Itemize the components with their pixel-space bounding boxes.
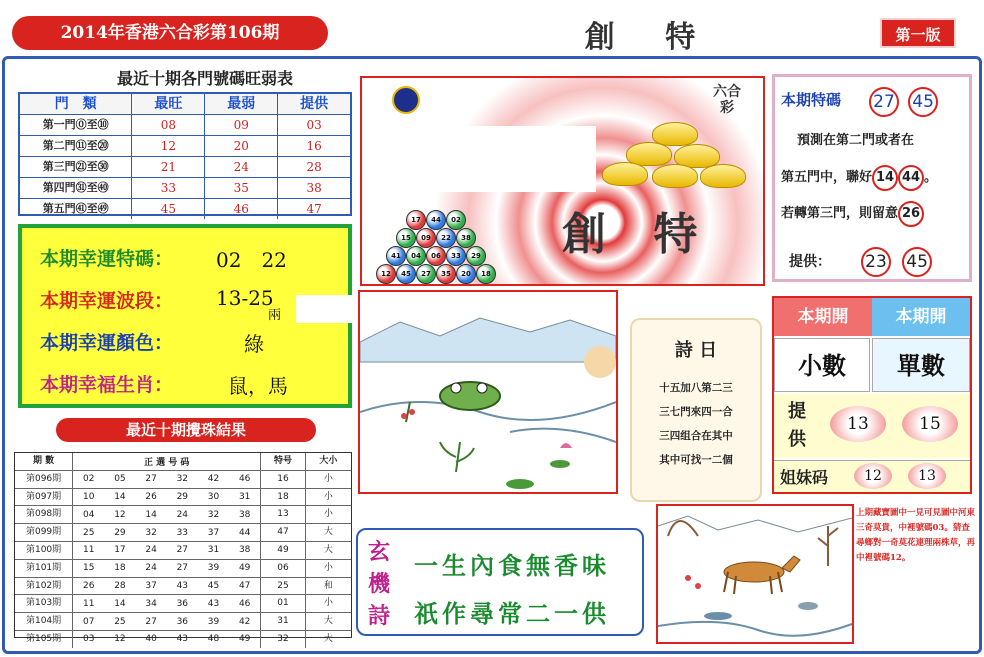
lucky-zodiac-label: 本期幸福生肖： — [40, 374, 174, 396]
prediction-text: 若轉第三門，則留意 — [781, 206, 899, 221]
cold-value: 46 — [205, 199, 278, 219]
poem-scroll — [630, 318, 762, 502]
header-cell: 最旺 — [132, 94, 205, 114]
numbers-cell — [73, 524, 260, 541]
center-title: 創 特 — [562, 209, 714, 260]
draw-number: 14 — [114, 491, 126, 502]
table-row — [15, 578, 351, 596]
page-title: 創 特 — [584, 20, 716, 55]
draw-number: 30 — [207, 491, 220, 502]
table-row — [15, 524, 351, 542]
offer-numbers — [861, 247, 932, 277]
draw-number: 07 — [83, 616, 95, 627]
draw-number: 04 — [83, 509, 95, 520]
horse-scene — [658, 506, 852, 642]
special-numbers — [869, 87, 938, 117]
table-row — [15, 542, 351, 560]
recent-results-table — [14, 452, 352, 645]
draw-number: 27 — [145, 616, 157, 627]
xuanji-line: 一生內食無香味 — [414, 551, 610, 580]
prediction-text: 。 — [924, 170, 938, 185]
cold-value: 24 — [205, 157, 278, 177]
period-cell: 第104期 — [15, 613, 73, 630]
offer-label: 提供 — [788, 401, 806, 450]
offer-value: 28 — [306, 160, 322, 174]
draw-number: 26 — [83, 580, 95, 591]
draw-number: 37 — [207, 527, 220, 538]
big-small-cell: 大 — [305, 524, 351, 541]
small-number-value: 小數 — [774, 338, 870, 392]
lucky-color-value: 綠 — [244, 332, 264, 356]
cold-value: 09 — [205, 115, 278, 135]
lucky-zodiac-value: 鼠，馬 — [228, 374, 288, 398]
lottery-ball-icon: 45 — [396, 264, 416, 284]
gate-table-title: 最近十期各門號碼旺弱表 — [116, 69, 293, 88]
hot-value: 45 — [132, 199, 205, 219]
header-cell: 最弱 — [205, 94, 278, 114]
draw-number: 14 — [145, 509, 157, 520]
draw-number: 31 — [207, 545, 220, 556]
draw-number: 43 — [207, 598, 220, 609]
lucky-special-label: 本期幸運特碼： — [40, 248, 174, 270]
special-label: 本期特碼 — [781, 91, 842, 109]
draw-number: 43 — [176, 580, 189, 591]
draw-number: 44 — [238, 527, 251, 538]
header-cell: 提供 — [278, 94, 350, 114]
draw-number: 05 — [114, 474, 126, 485]
poem-title: 詩 日 — [674, 340, 718, 361]
prediction-number: 14 — [872, 165, 898, 191]
period-cell: 第098期 — [15, 506, 73, 523]
special-number-cell: 25 — [260, 578, 304, 595]
draw-number: 29 — [114, 527, 126, 538]
period-cell: 第101期 — [15, 560, 73, 577]
lottery-ball-icon: 33 — [446, 246, 466, 266]
draw-number: 28 — [114, 580, 126, 591]
offer-value: 16 — [306, 139, 322, 153]
center-illustration — [360, 76, 765, 286]
offer-value: 38 — [306, 181, 322, 195]
special-number-cell: 32 — [260, 631, 304, 648]
special-number-cell: 13 — [260, 506, 304, 523]
table-row — [20, 157, 350, 178]
draw-number: 43 — [176, 634, 189, 645]
gate-table-header — [20, 94, 350, 115]
special-number-cell: 31 — [260, 613, 304, 630]
prediction-number: 26 — [898, 201, 924, 227]
special-number-cell: 06 — [260, 560, 304, 577]
lottery-ball-icon: 44 — [426, 210, 446, 230]
special-number: 27 — [869, 87, 899, 117]
gate-table — [18, 92, 352, 216]
cold-value: 20 — [205, 136, 278, 156]
xuanji-line: 祇作尋常二一供 — [414, 599, 610, 628]
cold-value: 35 — [205, 178, 278, 198]
lucky-wave-label: 本期幸運波段： — [40, 290, 174, 312]
draw-number: 31 — [238, 491, 251, 502]
lucky-color-label: 本期幸運顏色： — [40, 332, 174, 354]
header-cell: 門 類 — [20, 94, 132, 114]
draw-number: 46 — [238, 474, 251, 485]
big-small-cell: 小 — [305, 489, 351, 506]
table-row — [15, 471, 351, 489]
table-row — [20, 199, 350, 219]
draw-number: 34 — [145, 598, 157, 609]
lottery-logo-icon — [392, 86, 420, 114]
table-row — [15, 489, 351, 507]
numbers-cell — [73, 542, 260, 559]
lottery-ball-icon: 22 — [436, 228, 456, 248]
draw-number: 24 — [176, 509, 189, 520]
poem-line: 十五加八第二三 — [659, 382, 733, 394]
special-number-cell: 16 — [260, 471, 304, 488]
hot-value: 33 — [132, 178, 205, 198]
draw-number: 33 — [176, 527, 189, 538]
lottery-ball-icon: 18 — [476, 264, 496, 284]
gate-label: 第四門㉛至㊵ — [20, 178, 132, 198]
gate-label: 第三門㉑至㉚ — [20, 157, 132, 177]
draw-number: 39 — [207, 563, 220, 574]
draw-number: 39 — [207, 616, 220, 627]
draw-number: 38 — [238, 509, 251, 520]
draw-number: 02 — [83, 474, 95, 485]
header-cell: 特号 — [260, 453, 304, 470]
period-cell: 第103期 — [15, 595, 73, 612]
table-row — [15, 560, 351, 578]
draw-number: 24 — [145, 563, 157, 574]
offer-number: 45 — [902, 247, 932, 277]
lottery-ball-icon: 02 — [446, 210, 466, 230]
sister-row — [774, 460, 970, 492]
table-row — [20, 178, 350, 199]
big-small-cell: 大 — [305, 631, 351, 648]
special-number-cell: 01 — [260, 595, 304, 612]
draw-number: 27 — [176, 563, 189, 574]
lucky-wave-extra: 兩 — [268, 308, 282, 323]
open-header: 本期開 — [774, 298, 872, 336]
prediction-line — [781, 201, 924, 227]
lottery-ball-icon: 29 — [466, 246, 486, 266]
lottery-ball-icon: 35 — [436, 264, 456, 284]
lottery-ball-icon: 09 — [416, 228, 436, 248]
table-row — [15, 631, 351, 648]
draw-number: 24 — [145, 545, 157, 556]
poem-line: 其中可找一二個 — [659, 454, 733, 466]
lottery-ball-icon: 20 — [456, 264, 476, 284]
special-number-cell: 18 — [260, 489, 304, 506]
table-row — [15, 595, 351, 613]
issue-title-badge: 2014年香港六合彩第106期 — [12, 16, 328, 50]
draw-number: 48 — [207, 634, 220, 645]
table-row — [20, 136, 350, 157]
poem-line: 三四组合在其中 — [659, 430, 733, 442]
draw-number: 12 — [114, 634, 126, 645]
draw-number: 11 — [83, 598, 95, 609]
numbers-cell — [73, 471, 260, 488]
lucky-special-value: 02 22 — [216, 248, 287, 272]
prediction-line — [781, 165, 937, 191]
draw-number: 17 — [114, 545, 126, 556]
big-small-cell: 小 — [305, 506, 351, 523]
offer-number: 13 — [830, 406, 886, 442]
hint-note: 上期藏寶圖中一見可見圖中河東三奇莫貴，中裡號碼03。猜查尋鄉對一奇莫花連理兩株草，再中裡號碼12。 — [856, 508, 976, 563]
special-prediction-box — [772, 74, 972, 282]
edition-badge: 第一版 — [880, 18, 956, 48]
draw-number: 27 — [176, 545, 189, 556]
numbers-cell — [73, 578, 260, 595]
period-cell: 第105期 — [15, 631, 73, 648]
gold-ingot-icon — [700, 164, 746, 188]
draw-number: 12 — [114, 509, 126, 520]
draw-number: 47 — [238, 580, 251, 591]
gold-ingot-icon — [652, 164, 698, 188]
draw-number: 45 — [207, 580, 220, 591]
lottery-ball-icon: 27 — [416, 264, 436, 284]
sister-label: 姐妹码 — [780, 468, 829, 487]
draw-number: 15 — [83, 563, 95, 574]
numbers-cell — [73, 506, 260, 523]
draw-number: 49 — [238, 634, 251, 645]
lottery-ball-icon: 17 — [406, 210, 426, 230]
draw-number: 27 — [145, 474, 157, 485]
frog-scene — [360, 292, 616, 492]
draw-number: 32 — [176, 474, 189, 485]
header-cell: 大小 — [305, 453, 351, 470]
big-small-cell: 小 — [305, 595, 351, 612]
sister-number: 13 — [908, 463, 946, 489]
numbers-cell — [73, 613, 260, 630]
offer-row — [774, 394, 970, 458]
draw-number: 46 — [238, 598, 251, 609]
draw-number: 03 — [83, 634, 95, 645]
recent-results-body — [15, 471, 351, 648]
recent-results-title: 最近十期攪珠結果 — [56, 418, 316, 442]
period-cell: 第099期 — [15, 524, 73, 541]
sister-number: 12 — [854, 463, 892, 489]
poem-line: 三七門來四一合 — [659, 406, 733, 418]
lottery-ball-icon: 04 — [406, 246, 426, 266]
draw-number: 25 — [114, 616, 126, 627]
draw-number: 37 — [145, 580, 157, 591]
draw-number: 36 — [176, 598, 189, 609]
draw-number: 18 — [114, 563, 126, 574]
horse-illustration — [656, 504, 854, 644]
draw-number: 40 — [145, 634, 157, 645]
special-number-cell: 47 — [260, 524, 304, 541]
draw-number: 32 — [145, 527, 157, 538]
offer-label: 提供： — [789, 254, 831, 270]
period-cell: 第100期 — [15, 542, 73, 559]
odd-number-value: 單數 — [872, 338, 970, 392]
hot-value: 12 — [132, 136, 205, 156]
frog-illustration — [358, 290, 618, 494]
lottery-ball-icon: 12 — [376, 264, 396, 284]
prediction-number: 44 — [898, 165, 924, 191]
header-cell: 正 選 号 码 — [144, 457, 190, 468]
hot-value: 08 — [132, 115, 205, 135]
draw-number: 14 — [114, 598, 126, 609]
gate-label: 第一門⓪至⑩ — [20, 115, 132, 135]
lottery-ball-icon: 38 — [456, 228, 476, 248]
lottery-ball-icon: 06 — [426, 246, 446, 266]
poem-lines — [632, 376, 760, 472]
draw-number: 42 — [238, 616, 251, 627]
period-cell: 第102期 — [15, 578, 73, 595]
numbers-cell — [73, 560, 260, 577]
gate-label: 第二門⑪至⑳ — [20, 136, 132, 156]
offer-number: 23 — [861, 247, 891, 277]
liuhe-label: 六合彩 — [713, 84, 741, 116]
big-small-cell: 大 — [305, 542, 351, 559]
gold-ingot-icon — [602, 162, 648, 186]
draw-number: 36 — [176, 616, 189, 627]
draw-number: 49 — [238, 563, 251, 574]
big-small-cell: 大 — [305, 613, 351, 630]
special-number-cell: 49 — [260, 542, 304, 559]
draw-number: 25 — [83, 527, 95, 538]
offer-value: 47 — [306, 202, 322, 216]
draw-number: 26 — [145, 491, 157, 502]
draw-number: 11 — [83, 545, 95, 556]
table-row — [15, 613, 351, 631]
odd-even-box — [772, 296, 972, 494]
big-small-cell: 小 — [305, 471, 351, 488]
numbers-cell — [73, 631, 260, 648]
header-cell: 期 數 — [15, 453, 73, 470]
big-small-cell: 和 — [305, 578, 351, 595]
table-header-row — [15, 453, 351, 471]
draw-number: 32 — [207, 509, 220, 520]
xuanji-poem-box — [356, 528, 644, 636]
xuanji-label: 玄機詩 — [368, 539, 391, 629]
blank-patch — [400, 126, 596, 192]
draw-number: 29 — [176, 491, 189, 502]
prediction-text: 第五門中，聯好 — [781, 170, 873, 185]
gate-label: 第五門㊶至㊾ — [20, 199, 132, 219]
hot-value: 21 — [132, 157, 205, 177]
numbers-cell — [73, 489, 260, 506]
lucky-wave-value: 13-25 — [216, 286, 274, 310]
special-number: 45 — [908, 87, 938, 117]
offer-number: 15 — [902, 406, 958, 442]
period-cell: 第096期 — [15, 471, 73, 488]
big-small-cell: 小 — [305, 560, 351, 577]
offer-value: 03 — [306, 118, 322, 132]
table-row — [20, 115, 350, 136]
blank-patch — [296, 295, 358, 323]
draw-number: 42 — [207, 474, 220, 485]
lottery-ball-icon: 15 — [396, 228, 416, 248]
prediction-line: 預測在第二門或者在 — [797, 133, 915, 148]
draw-number: 38 — [238, 545, 251, 556]
period-cell: 第097期 — [15, 489, 73, 506]
table-row — [15, 506, 351, 524]
open-header: 本期開 — [872, 298, 970, 336]
lottery-ball-icon: 41 — [386, 246, 406, 266]
numbers-cell — [73, 595, 260, 612]
draw-number: 10 — [83, 491, 95, 502]
